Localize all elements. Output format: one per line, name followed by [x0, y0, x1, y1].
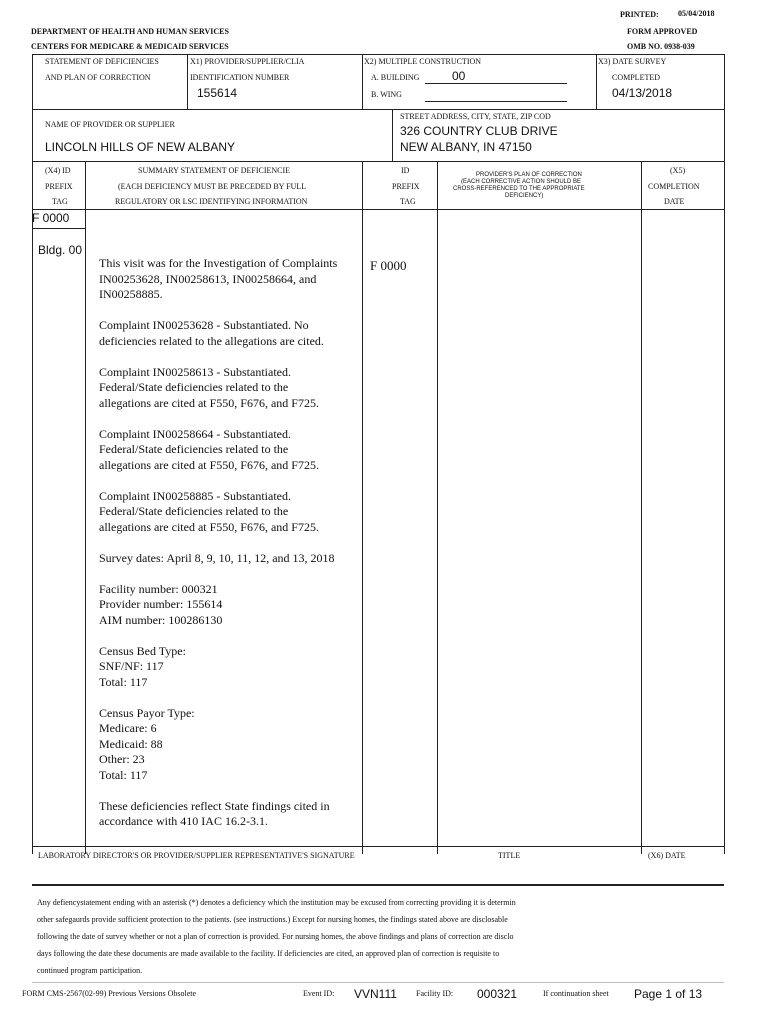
- col-summary: SUMMARY STATEMENT OF DEFICIENCIE: [138, 166, 291, 175]
- text-line: Federal/State deficiencies related to the: [99, 504, 289, 518]
- text-line: IN00253628, IN00258613, IN00258664, and: [99, 271, 317, 286]
- provider-name-label: NAME OF PROVIDER OR SUPPLIER: [45, 120, 175, 129]
- paragraph: [99, 706, 349, 784]
- signature-label: LABORATORY DIRECTOR'S OR PROVIDER/SUPPLIER REPRESENTATIVE'S SIGNATURE: [38, 851, 355, 860]
- col-plan: DEFICIENCY): [505, 193, 544, 199]
- x3-label: X3) DATE SURVEY: [598, 57, 667, 66]
- provider-name: LINCOLN HILLS OF NEW ALBANY: [45, 140, 236, 154]
- rule: [32, 161, 33, 854]
- text-line: allegations are cited at F550, F676, and F725.: [99, 395, 319, 410]
- rule: [32, 54, 724, 55]
- text-line: Complaint IN00253628 - Substantiated. No: [99, 318, 309, 332]
- rule: [724, 54, 725, 854]
- left-tag: F 0000: [32, 211, 70, 225]
- survey-completed-date: 04/13/2018: [612, 86, 673, 100]
- title-label: TITLE: [498, 851, 521, 860]
- text-line: Complaint IN00258613 - Substantiated.: [99, 364, 291, 379]
- text-line: Provider number: 155614: [99, 597, 223, 611]
- paragraph: [99, 799, 349, 830]
- building-label: A. BUILDING: [371, 73, 420, 82]
- text-line: allegations are cited at F550, F676, and F725.: [99, 519, 319, 534]
- facility-id-label: Facility ID:: [416, 989, 454, 998]
- col-tag: TAG: [400, 197, 416, 206]
- col-plan: CROSS-REFERENCED TO THE APPROPRIATE: [453, 186, 585, 192]
- x6-date-label: (X6) DATE: [648, 851, 686, 860]
- disclaimer: [37, 894, 597, 979]
- statement-label: STATEMENT OF DEFICIENCIES: [45, 57, 159, 66]
- rule: [392, 109, 393, 162]
- printed-date: 05/04/2018: [678, 9, 715, 18]
- event-id-label: Event ID:: [303, 989, 335, 998]
- col-x5: (X5): [670, 166, 686, 175]
- col-completion: COMPLETION: [648, 182, 700, 191]
- text-line: Facility number: 000321: [99, 581, 218, 596]
- address-label: STREET ADDRESS, CITY, STATE, ZIP COD: [400, 112, 551, 121]
- rule: [32, 161, 724, 162]
- text-line: Medicare: 6: [99, 721, 157, 735]
- disclaimer-line: other safegaurds provide sufficient protection to the patients. (see instructions.) Except for nursing homes, the findings stated above are disclosable: [37, 915, 508, 924]
- rule: [85, 161, 86, 854]
- text-line: Total: 117: [99, 674, 148, 689]
- text-line: allegations are cited at F550, F676, and F725.: [99, 457, 319, 472]
- x1-label: X1) PROVIDER/SUPPLIER/CLIA: [190, 57, 305, 66]
- paragraph: [99, 427, 349, 474]
- rule: [437, 161, 438, 854]
- text-line: Census Payor Type:: [99, 705, 195, 720]
- building-tag: Bldg. 00: [38, 243, 83, 257]
- form-approved: FORM APPROVED: [627, 27, 698, 36]
- page-number: Page 1 of 13: [634, 987, 703, 1001]
- deficiency-summary: [99, 256, 349, 845]
- address-street: 326 COUNTRY CLUB DRIVE: [400, 124, 558, 138]
- paragraph: [99, 551, 349, 567]
- right-tag: F 0000: [370, 258, 407, 273]
- rule: [32, 846, 724, 847]
- text-line: AIM number: 100286130: [99, 612, 223, 627]
- facility-id: 000321: [477, 987, 518, 1001]
- col-plan: (EACH CORRECTIVE ACTION SHOULD BE: [461, 179, 582, 185]
- col-summary: REGULATORY OR LSC IDENTIFYING INFORMATION: [115, 197, 308, 206]
- form-id: FORM CMS-2567(02-99) Previous Versions Obsolete: [22, 989, 197, 998]
- paragraph: [99, 318, 349, 349]
- rule: [362, 161, 363, 854]
- col-x4-prefix: PREFIX: [45, 182, 73, 191]
- rule: [187, 54, 188, 110]
- rule: [32, 109, 724, 110]
- continuation-label: If continuation sheet: [543, 989, 609, 998]
- x1-label: IDENTIFICATION NUMBER: [190, 73, 290, 82]
- disclaimer-line: following the date of survey whether or not a plan of correction is provided. For nursing homes, the above findings and plans of correction are disclo: [37, 932, 514, 941]
- col-date: DATE: [664, 197, 685, 206]
- col-x4-id: (X4) ID: [45, 166, 71, 175]
- text-line: Other: 23: [99, 752, 145, 766]
- text-line: Complaint IN00258885 - Substantiated.: [99, 488, 291, 503]
- address-city: NEW ALBANY, IN 47150: [400, 140, 532, 154]
- wing-underline: [425, 101, 567, 102]
- rule: [32, 209, 724, 210]
- rule: [641, 161, 642, 854]
- rule: [596, 54, 597, 110]
- text-line: Federal/State deficiencies related to the: [99, 380, 289, 394]
- text-line: Total: 117: [99, 767, 148, 782]
- rule: [32, 54, 33, 110]
- disclaimer-line: continued program participation.: [37, 966, 143, 975]
- x3-label: COMPLETED: [612, 73, 660, 82]
- text-line: Survey dates: April 8, 9, 10, 11, 12, and 13, 2018: [99, 550, 335, 565]
- paragraph: [99, 582, 349, 629]
- rule: [362, 54, 363, 110]
- text-line: accordance with 410 IAC 16.2-3.1.: [99, 814, 268, 828]
- col-id: ID: [401, 166, 410, 175]
- omb-number: OMB NO. 0938-039: [627, 42, 695, 51]
- col-summary: (EACH DEFICIENCY MUST BE PRECEDED BY FULL: [118, 182, 307, 191]
- building-underline: [425, 83, 567, 84]
- rule: [32, 884, 724, 886]
- paragraph: [99, 644, 349, 691]
- statement-label: AND PLAN OF CORRECTION: [45, 73, 151, 82]
- event-id: VVN111: [354, 987, 397, 1001]
- paragraph: [99, 489, 349, 536]
- paragraph: [99, 365, 349, 412]
- printed-label: PRINTED:: [620, 10, 659, 19]
- text-line: Federal/State deficiencies related to the: [99, 442, 289, 456]
- col-x4-tag: TAG: [52, 197, 68, 206]
- text-line: IN00258885.: [99, 287, 163, 301]
- text-line: SNF/NF: 117: [99, 659, 164, 673]
- tag-underline: [32, 228, 85, 229]
- building-value: 00: [452, 69, 466, 83]
- paragraph: [99, 256, 349, 303]
- provider-number: 155614: [197, 86, 238, 100]
- text-line: deficiencies related to the allegations are cited.: [99, 333, 324, 348]
- department-name: DEPARTMENT OF HEALTH AND HUMAN SERVICES: [31, 27, 229, 36]
- text-line: These deficiencies reflect State findings cited in: [99, 798, 330, 813]
- text-line: Complaint IN00258664 - Substantiated.: [99, 426, 291, 441]
- text-line: This visit was for the Investigation of Complaints: [99, 256, 338, 270]
- text-line: Census Bed Type:: [99, 643, 186, 658]
- rule: [32, 982, 724, 983]
- centers-name: CENTERS FOR MEDICARE & MEDICAID SERVICES: [31, 42, 229, 51]
- text-line: Medicaid: 88: [99, 736, 163, 751]
- rule: [32, 109, 33, 162]
- disclaimer-line: Any defiencystatement ending with an asterisk (*) denotes a deficiency which the institution may be excused from correcting providing it is determin: [37, 898, 516, 907]
- wing-label: B. WING: [371, 90, 402, 99]
- disclaimer-line: days following the date these documents are made available to the facility. If deficiencies are cited, an approved plan of correction is requisite to: [37, 949, 500, 958]
- x2-label: X2) MULTIPLE CONSTRUCTION: [364, 57, 482, 66]
- col-plan: PROVIDER'S PLAN OF CORRECTION: [476, 172, 582, 178]
- col-prefix: PREFIX: [392, 182, 420, 191]
